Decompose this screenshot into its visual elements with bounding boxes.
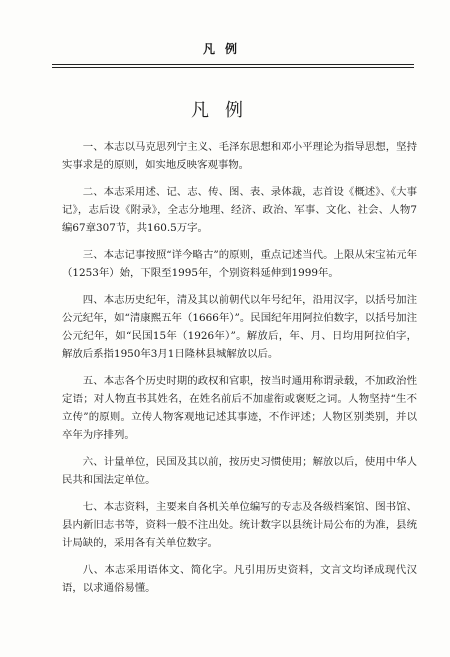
- running-header: 凡例: [202, 42, 247, 56]
- paragraph-7: 七、本志资料，主要来自各机关单位编写的专志及各级档案馆、图书馆、县内新旧志书等，资料一般不注出处。统计数字以县统计局公布的为准，县统计局缺的，采用各有关单位数字。: [62, 501, 417, 549]
- header-rule-thin: [52, 64, 414, 65]
- document-body: [62, 138, 417, 606]
- paragraph-4: 四、本志历史纪年，清及其以前朝代以年号纪年，沿用汉字，以括号加注公元纪年，如“清康熙五年（1666年）”。民国纪年用阿拉伯数字，以括号加注公元纪年，如“民国15年（1926年）”。解放后，年、月、日均用阿拉伯字，解放后系指1950年3月1日隆林县城解放以后。: [62, 294, 417, 360]
- page-title: 凡例: [191, 100, 259, 121]
- paragraph-3: 三、本志记事按照“详今略古”的原则，重点记述当代。上限从宋宝祐元年（1253年）始，下限至1995年，个别资料延伸到1999年。: [62, 249, 417, 279]
- paragraph-1: 一、本志以马克思列宁主义、毛泽东思想和邓小平理论为指导思想，坚持实事求是的原则，如实地反映客观事物。: [62, 141, 417, 171]
- paragraph-2: 二、本志采用述、记、志、传、图、表、录体裁，志首设《概述》、《大事记》，志后设《附录》，全志分地理、经济、政治、军事、文化、社会、人物7编67章307节，共160.5万字。: [62, 186, 417, 234]
- paragraph-6: 六、计量单位，民国及其以前，按历史习惯使用；解放以后，使用中华人民共和国法定单位。: [62, 456, 417, 486]
- paragraph-5: 五、本志各个历史时期的政权和官职，按当时通用称谓录载，不加政治性定语；对人物直书其姓名，在姓名前后不加虚衔或褒贬之词。人物坚持“生不立传”的原则。立传人物客观地记述其事迹，不作评述；人物区别类别，并以卒年为序排列。: [62, 375, 417, 441]
- header-rule-thick: [52, 67, 414, 68]
- paragraph-8: 八、本志采用语体文、简化字。凡引用历史资料，文言文均译成现代汉语，以求通俗易懂。: [62, 564, 417, 594]
